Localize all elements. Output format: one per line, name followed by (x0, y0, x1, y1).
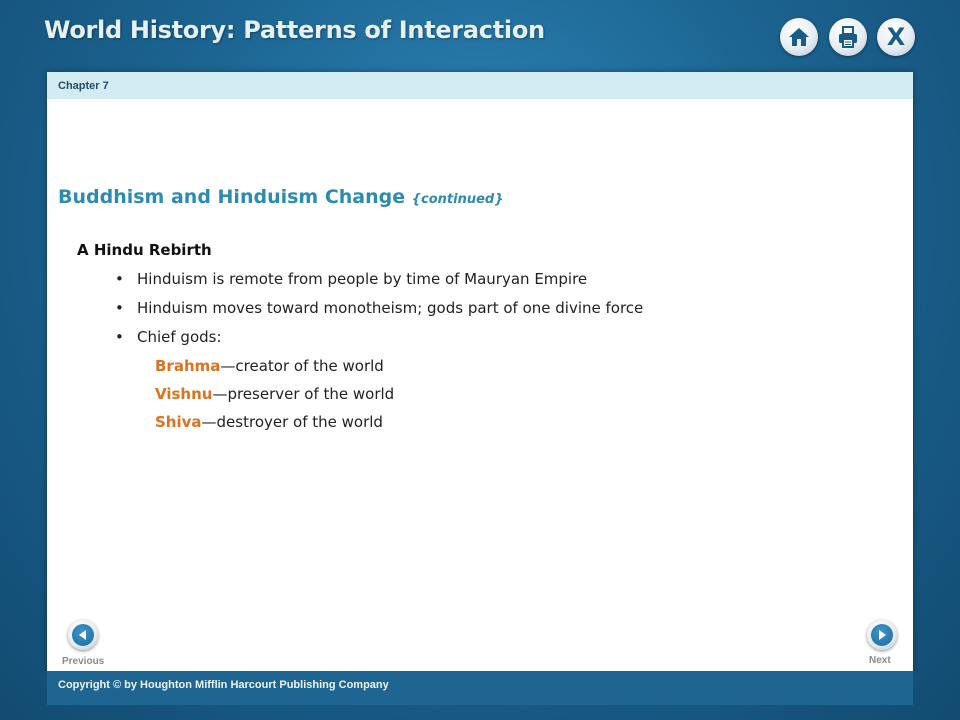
god-role: —creator of the world (220, 357, 384, 375)
print-icon (836, 25, 860, 49)
chapter-strip (47, 72, 913, 99)
god-role: —destroyer of the world (201, 413, 383, 431)
bullet-dot: • (115, 270, 124, 288)
slide-heading-text: Buddhism and Hinduism Change (58, 186, 406, 208)
next-label[interactable]: Next (869, 655, 891, 666)
next-button[interactable] (867, 620, 897, 650)
copyright-text: Copyright © by Houghton Mifflin Harcourt Publishing Company (58, 679, 389, 691)
bullet-dot: • (115, 299, 124, 317)
section-subheading: A Hindu Rebirth (77, 241, 212, 259)
footer-strip (47, 671, 913, 705)
god-name: Vishnu (155, 385, 213, 403)
god-item-shiva (155, 413, 383, 431)
god-role: —preserver of the world (212, 385, 395, 403)
arrow-left-icon (77, 629, 89, 641)
heading-continued-tag: {continued} (411, 192, 504, 207)
previous-label[interactable]: Previous (62, 656, 105, 667)
previous-button-face (72, 624, 94, 646)
close-button[interactable] (877, 18, 915, 56)
close-icon: X (886, 23, 906, 51)
bullet-item (115, 270, 587, 288)
god-item-vishnu (155, 385, 394, 403)
slide-heading (58, 186, 503, 208)
god-name: Shiva (155, 413, 202, 431)
next-button-face (871, 624, 893, 646)
print-button[interactable] (829, 18, 867, 56)
bullet-text: Hinduism is remote from people by time of Mauryan Empire (137, 270, 588, 288)
home-icon (787, 26, 811, 48)
bullet-text: Hinduism moves toward monotheism; gods part of one divine force (137, 299, 644, 317)
chapter-label: Chapter 7 (58, 80, 109, 92)
bullet-text: Chief gods: (137, 328, 222, 346)
home-button[interactable] (780, 18, 818, 56)
app-title: World History: Patterns of Interaction (44, 16, 545, 44)
god-item-brahma (155, 357, 384, 375)
bullet-item (115, 299, 643, 317)
bullet-item (115, 328, 222, 346)
bullet-dot: • (115, 328, 124, 346)
previous-button[interactable] (68, 620, 98, 650)
god-name: Brahma (155, 357, 221, 375)
arrow-right-icon (876, 629, 888, 641)
content-panel (47, 72, 913, 671)
